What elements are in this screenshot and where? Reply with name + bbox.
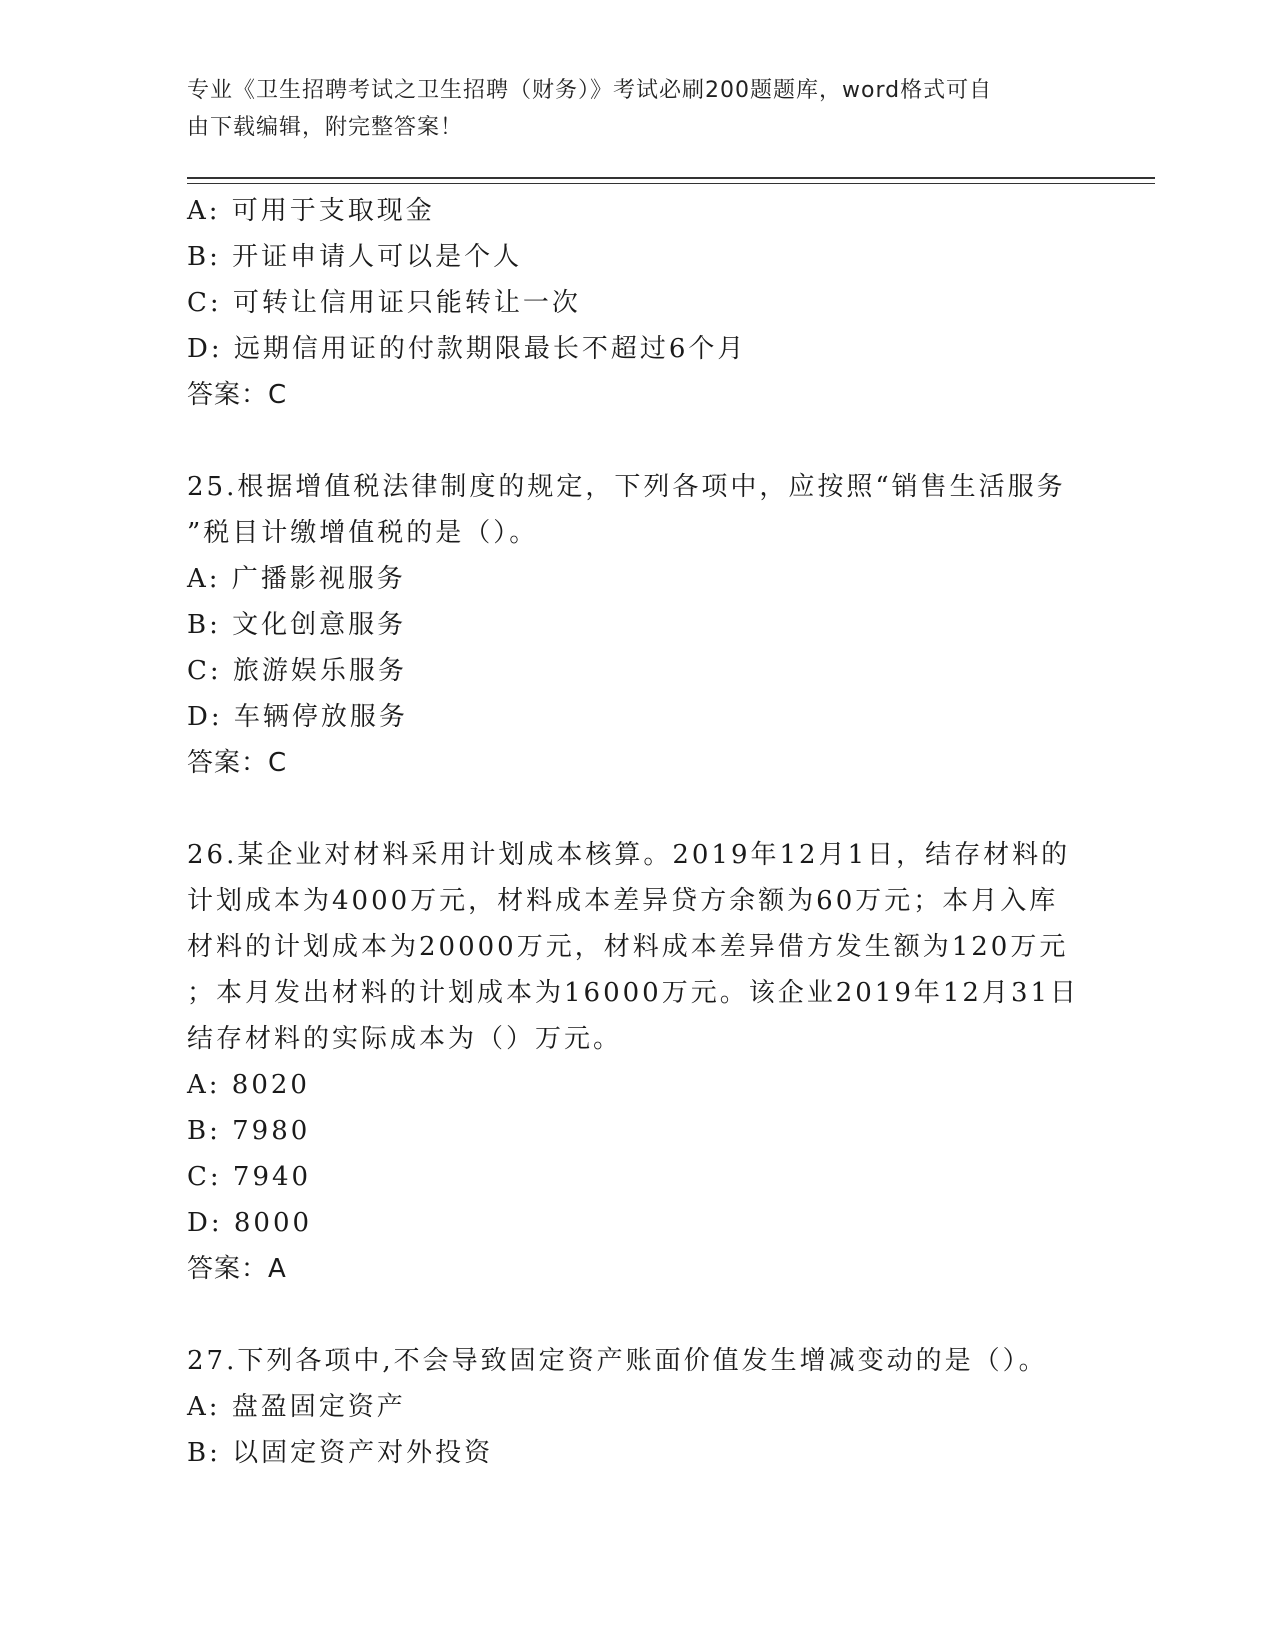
- question-stem-line: 计划成本为4000万元，材料成本差异贷方余额为60万元；本月入库: [187, 886, 1059, 916]
- option-c: C: 旅游娱乐服务: [187, 656, 407, 686]
- option-d: D: 车辆停放服务: [187, 702, 408, 732]
- question-stem-line: 26.某企业对材料采用计划成本核算。2019年12月1日，结存材料的: [187, 840, 1071, 870]
- option-d: D: 远期信用证的付款期限最长不超过6个月: [187, 334, 747, 364]
- spacer: [187, 1292, 1087, 1338]
- option-d: D: 8000: [187, 1208, 313, 1238]
- question-stem-line: 结存材料的实际成本为（）万元。: [187, 1024, 623, 1054]
- option-b: B: 以固定资产对外投资: [187, 1438, 494, 1468]
- option-b: B: 7980: [187, 1116, 311, 1146]
- header-divider-thick: [187, 177, 1155, 179]
- option-b: B: 文化创意服务: [187, 610, 407, 640]
- spacer: [187, 418, 1087, 464]
- header-line-2: 由下载编辑，附完整答案！: [187, 115, 464, 140]
- question-stem-line: 27.下列各项中,不会导致固定资产账面价值发生增减变动的是（）。: [187, 1346, 1048, 1376]
- option-b: B: 开证申请人可以是个人: [187, 242, 523, 272]
- answer: 答案：C: [187, 748, 288, 778]
- question-stem-line: ”税目计缴增值税的是（）。: [187, 518, 539, 548]
- question-25: [187, 464, 1087, 786]
- option-a: A: 可用于支取现金: [187, 196, 435, 226]
- option-c: C: 可转让信用证只能转让一次: [187, 288, 581, 318]
- question-27: [187, 1338, 1087, 1476]
- document-body: [187, 188, 1087, 1476]
- option-c: C: 7940: [187, 1162, 312, 1192]
- option-a: A: 盘盈固定资产: [187, 1392, 406, 1422]
- header-line-1: 专业《卫生招聘考试之卫生招聘（财务）》考试必刷200题题库，word格式可自: [187, 78, 993, 103]
- option-a: A: 8020: [187, 1070, 310, 1100]
- header-divider-thin: [187, 183, 1155, 184]
- option-a: A: 广播影视服务: [187, 564, 406, 594]
- answer: 答案：A: [187, 1254, 287, 1284]
- spacer: [187, 786, 1087, 832]
- question-stem-line: 25.根据增值税法律制度的规定，下列各项中，应按照“销售生活服务: [187, 472, 1066, 502]
- question-stem-line: 材料的计划成本为20000万元，材料成本差异借方发生额为120万元: [187, 932, 1069, 962]
- question-26: [187, 832, 1087, 1292]
- document-header: [187, 72, 1067, 146]
- question-24: [187, 188, 1087, 418]
- question-stem-line: ；本月发出材料的计划成本为16000万元。该企业2019年12月31日: [187, 978, 1080, 1008]
- answer: 答案：C: [187, 380, 288, 410]
